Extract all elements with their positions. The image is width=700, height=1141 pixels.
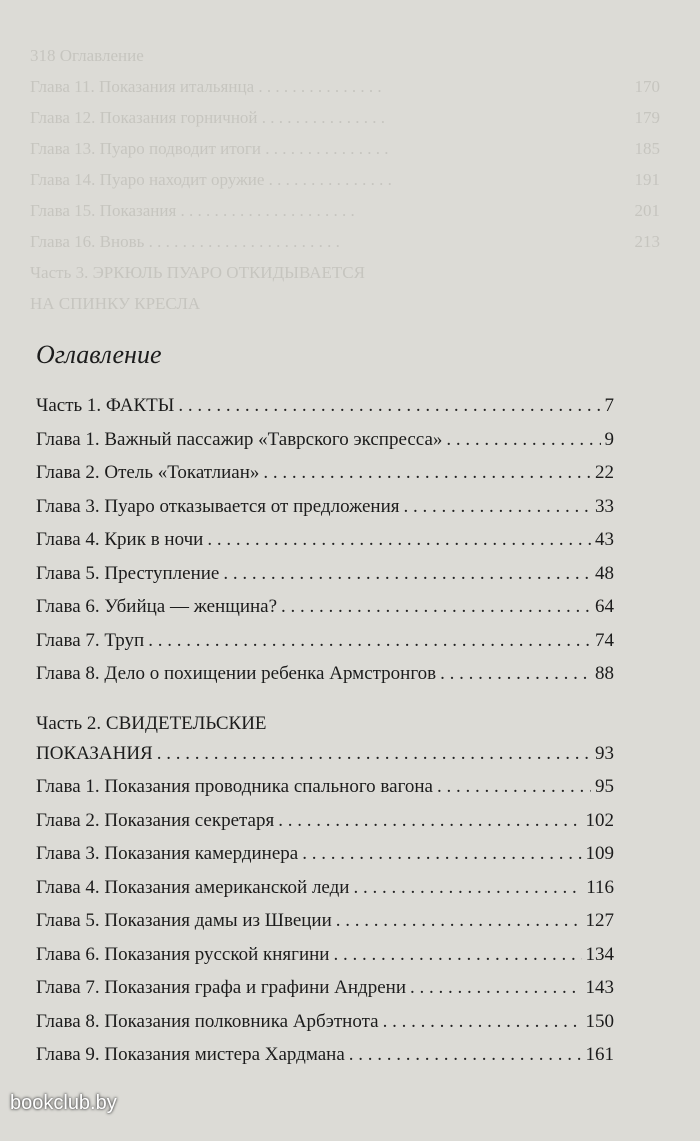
- leader-dots: [410, 977, 582, 999]
- leader-dots: [207, 529, 591, 551]
- ghost-line: Часть 3. ЭРКЮЛЬ ПУАРО ОТКИДЫВАЕТСЯ: [30, 263, 365, 282]
- toc-entry-page: 33: [595, 495, 614, 517]
- toc-entry-page: 150: [585, 1010, 614, 1032]
- toc-entry-page: 43: [595, 529, 614, 550]
- toc-entry-label: Глава 5. Показания дамы из Швеции: [36, 910, 332, 931]
- section-gap: [36, 697, 614, 713]
- leader-dots: [302, 843, 581, 865]
- toc-entry-label: Глава 2. Отель «Токатлиан»: [36, 462, 260, 483]
- toc-chapter[interactable]: [36, 462, 614, 496]
- toc-chapter[interactable]: [36, 977, 614, 1011]
- toc-entry-label: Глава 6. Убийца — женщина?: [36, 596, 278, 617]
- toc-chapter[interactable]: [36, 663, 614, 697]
- toc-entry-page: 102: [585, 809, 614, 831]
- ghost-line: Глава 11. Показания итальянца . . . . . . . . . . . . . . . 170: [30, 77, 660, 96]
- toc-entry-label: Глава 8. Дело о похищении ребенка Армстронгов: [36, 663, 437, 684]
- toc-entry-label: Глава 1. Показания проводника спального вагона: [36, 776, 433, 797]
- toc-entry-label: Часть 1. ФАКТЫ: [36, 395, 175, 416]
- toc-entry-page: 48: [595, 562, 614, 584]
- leader-dots: [440, 663, 591, 685]
- toc-entry-page: 143: [585, 977, 614, 998]
- toc-entry-page: 7: [604, 395, 614, 416]
- toc-chapter[interactable]: [36, 563, 614, 597]
- toc-chapter[interactable]: [36, 429, 614, 463]
- leader-dots: [148, 630, 591, 652]
- toc-chapter[interactable]: [36, 776, 614, 810]
- toc-entry-label: Глава 8. Показания полковника Арбэтнота: [36, 1010, 379, 1032]
- toc-entry-page: 127: [585, 910, 614, 931]
- toc-entry-page: 95: [595, 776, 614, 797]
- leader-dots: [349, 1044, 582, 1066]
- leader-dots: [157, 743, 591, 765]
- toc-entry-label: Глава 4. Показания американской леди: [36, 876, 350, 898]
- toc-entry-label: Глава 7. Труп: [36, 629, 145, 651]
- toc-entry-page: 9: [604, 428, 614, 450]
- ghost-line: Глава 14. Пуаро находит оружие . . . . . . . . . . . . . . . 191: [30, 170, 660, 189]
- leader-dots: [353, 877, 582, 899]
- leader-dots: [333, 944, 581, 966]
- leader-dots: [263, 462, 591, 484]
- toc-entry-page: 64: [595, 596, 614, 617]
- toc-entry-page: 88: [595, 663, 614, 684]
- toc-chapter[interactable]: [36, 529, 614, 563]
- toc-chapter[interactable]: [36, 810, 614, 844]
- leader-dots: [278, 810, 581, 832]
- ghost-line: 318 Оглавление: [30, 46, 144, 65]
- toc-chapter[interactable]: [36, 1011, 614, 1045]
- toc-chapter[interactable]: [36, 843, 614, 877]
- leader-dots: [223, 563, 591, 585]
- ghost-line: НА СПИНКУ КРЕСЛА: [30, 294, 201, 313]
- toc-entry-label: Глава 1. Важный пассажир «Таврского экспресса»: [36, 428, 443, 450]
- toc-entry-page: 22: [595, 462, 614, 483]
- leader-dots: [383, 1011, 582, 1033]
- leader-dots: [437, 776, 591, 798]
- ghost-line: Глава 15. Показания . . . . . . . . . . . . . . . . . . . . . 201: [30, 201, 660, 220]
- toc-entry-label: Глава 2. Показания секретаря: [36, 809, 275, 831]
- toc-entry-label: Глава 3. Пуаро отказывается от предложения: [36, 495, 400, 517]
- show-through-text: [30, 40, 670, 313]
- toc-entry-page: 134: [585, 943, 614, 965]
- toc-entry-page: 116: [586, 876, 614, 898]
- toc-part-2[interactable]: [36, 743, 614, 777]
- toc-entry-label: Глава 7. Показания графа и графини Андрени: [36, 977, 406, 998]
- leader-dots: [336, 910, 582, 932]
- toc-entry-page: 109: [585, 843, 614, 864]
- toc-chapter[interactable]: [36, 877, 614, 911]
- toc-part-1[interactable]: [36, 395, 614, 429]
- toc-entry-page: 161: [585, 1044, 614, 1065]
- toc-entry-label: Глава 3. Показания камердинера: [36, 843, 299, 864]
- ghost-line: Глава 13. Пуаро подводит итоги . . . . . . . . . . . . . . . 185: [30, 139, 660, 158]
- toc-part-2-heading[interactable]: [36, 713, 614, 743]
- toc-chapter[interactable]: [36, 910, 614, 944]
- ghost-line: Глава 12. Показания горничной . . . . . . . . . . . . . . . 179: [30, 108, 660, 127]
- toc-chapter[interactable]: [36, 596, 614, 630]
- leader-dots: [446, 429, 600, 451]
- toc-entry-label: ПОКАЗАНИЯ: [36, 742, 153, 764]
- toc-chapter[interactable]: [36, 1044, 614, 1078]
- table-of-contents: [36, 395, 614, 1078]
- toc-chapter[interactable]: [36, 496, 614, 530]
- leader-dots: [178, 395, 600, 417]
- toc-entry-label: Глава 9. Показания мистера Хардмана: [36, 1044, 345, 1065]
- toc-heading: Оглавление: [36, 340, 162, 369]
- toc-entry-page: 74: [595, 629, 614, 651]
- watermark: bookclub.by: [10, 1092, 117, 1114]
- leader-dots: [404, 496, 592, 518]
- toc-entry-label: Часть 2. СВИДЕТЕЛЬСКИЕ: [36, 712, 267, 734]
- toc-entry-label: Глава 5. Преступление: [36, 562, 220, 584]
- toc-entry-page: 93: [595, 742, 614, 764]
- toc-entry-label: Глава 6. Показания русской княгини: [36, 943, 330, 965]
- ghost-line: Глава 16. Вновь . . . . . . . . . . . . . . . . . . . . . . . 213: [30, 232, 660, 251]
- leader-dots: [281, 596, 591, 618]
- toc-entry-label: Глава 4. Крик в ночи: [36, 529, 204, 550]
- toc-chapter[interactable]: [36, 944, 614, 978]
- toc-chapter[interactable]: [36, 630, 614, 664]
